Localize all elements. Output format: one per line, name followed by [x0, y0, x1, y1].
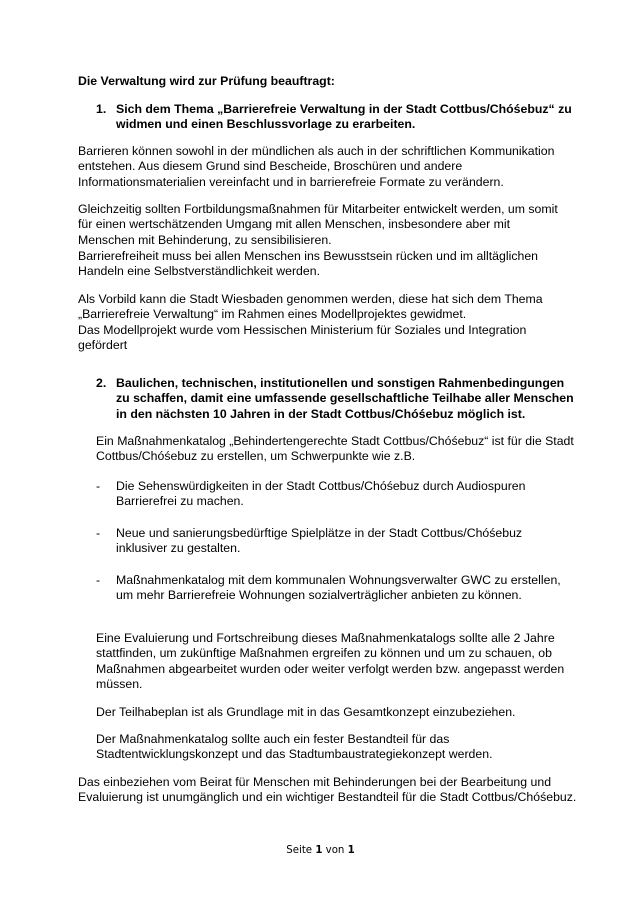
paragraph-model-funding: Das Modellprojekt wurde vom Hessischen Ministerium für Soziales und Integration gefördert: [78, 323, 527, 353]
footer-middle: von: [325, 845, 345, 856]
paragraph-urban-development: Der Maßnahmenkatalog sollte auch ein fester Bestandteil für das Stadtentwicklungskonzept und das Stadtumbaustrategiekonzept werden.: [96, 732, 493, 762]
paragraph-measures-catalog: Ein Maßnahmenkatalog „Behindertengerechte Stadt Cottbus/Chóśebuz“ ist für die Stadt Cottbus/Chóśebuz zu erstellen, um Schwerpunkte wie z.B.: [96, 434, 574, 464]
footer-prefix: Seite: [286, 845, 313, 856]
footer-current-page: 1: [315, 845, 323, 856]
bullet-item-playgrounds: Neue und sanierungsbedürftige Spielplätze in der Stadt Cottbus/Chóśebuz inklusiver zu gestalten.: [116, 526, 523, 556]
paragraph-barriers: Barrieren können sowohl in der mündlichen als auch in der schriftlichen Kommunikation entstehen. Aus diesem Grund sind Bescheide, Broschüren und andere Informationsmaterialien vereinfacht und in barrierefreie Formate zu verändern.: [78, 144, 555, 189]
bullet-item-sights: Die Sehenswürdigkeiten in der Stadt Cottbus/Chóśebuz durch Audiospuren Barrierefrei zu machen.: [116, 479, 526, 509]
document-heading: Die Verwaltung wird zur Prüfung beauftragt:: [78, 74, 335, 88]
paragraph-training: Gleichzeitig sollten Fortbildungsmaßnahmen für Mitarbeiter entwickelt werden, um somit für einen wertschätzenden Umgang mit allen Menschen, insbesondere aber mit Menschen mit Behinderung, zu sensibilisieren.: [78, 202, 558, 247]
page-footer: [0, 845, 641, 856]
bullet-marker: -: [96, 526, 101, 540]
bullet-marker: -: [96, 573, 101, 587]
paragraph-evaluation: Eine Evaluierung und Fortschreibung dieses Maßnahmenkatalogs sollte alle 2 Jahre stattfinden, um zukünftige Maßnahmen ergreifen zu können und um zu schauen, ob Maßnahmen abgearbeitet wurden oder weiter verfolgt werden bzw. angepasst werden müssen.: [96, 631, 565, 692]
bullet-item-housing: Maßnahmenkatalog mit dem kommunalen Wohnungsverwalter GWC zu erstellen, um mehr Barrierefreie Wohnungen sozialverträglicher anbieten zu können.: [116, 573, 561, 603]
paragraph-participation-plan: Der Teilhabeplan ist als Grundlage mit in das Gesamtkonzept einzubeziehen.: [96, 705, 516, 719]
bullet-marker: -: [96, 479, 101, 493]
paragraph-accessibility-awareness: Barrierefreiheit muss bei allen Menschen ins Bewusstsein rücken und im alltäglichen Handeln eine Selbstverständlichkeit werden.: [78, 249, 538, 279]
item-2-number: 2.: [96, 376, 107, 390]
paragraph-advisory-board: Das einbeziehen vom Beirat für Menschen mit Behinderungen bei der Bearbeitung und Evaluierung ist unumgänglich und ein wichtiger Bestandteil für die Stadt Cottbus/Chóśebuz.: [78, 775, 577, 805]
item-1-title: Sich dem Thema „Barrierefreie Verwaltung in der Stadt Cottbus/Chóśebuz“ zu widmen und einen Beschlussvorlage zu erarbeiten.: [116, 102, 572, 132]
item-1-number: 1.: [96, 102, 107, 116]
paragraph-wiesbaden-model: Als Vorbild kann die Stadt Wiesbaden genommen werden, diese hat sich dem Thema „Barrierefreie Verwaltung“ im Rahmen eines Modellprojektes gewidmet.: [78, 292, 543, 322]
footer-total-pages: 1: [347, 845, 355, 856]
item-2-title: Baulichen, technischen, institutionellen und sonstigen Rahmenbedingungen zu schaffen, damit eine umfassende gesellschaftliche Teilhabe aller Menschen in den nächsten 10 Jahren in der Stadt Cottbus/Chóśebuz möglich ist.: [116, 376, 574, 421]
